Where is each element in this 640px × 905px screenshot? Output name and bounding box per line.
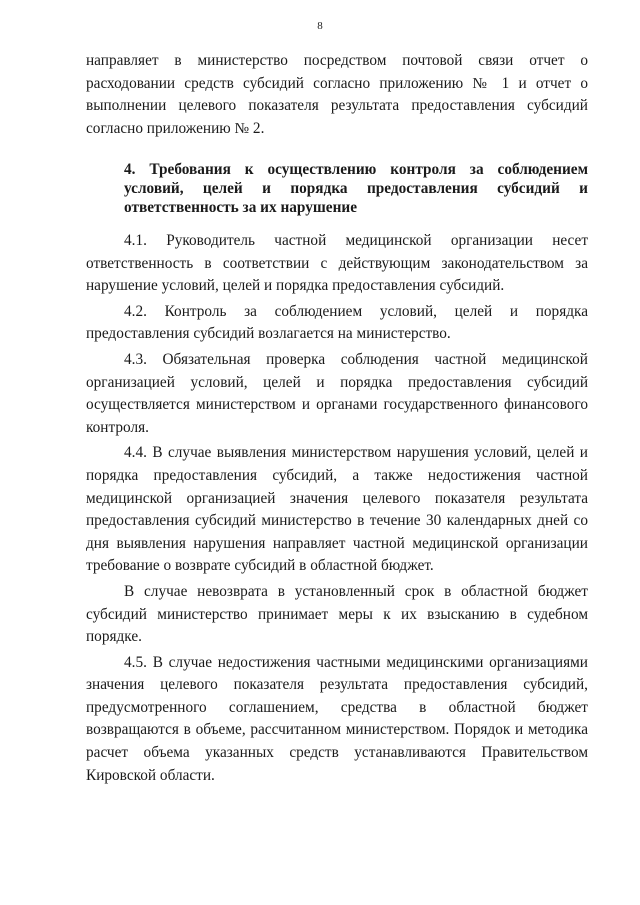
paragraph-4-2: 4.2. Контроль за соблюдением условий, целей и порядка предоставления субсидий возлагается на министерство. [86,302,588,343]
paragraph-4-3: 4.3. Обязательная проверка соблюдения частной медицинской организацией условий, целей и порядка предоставления субсидий осуществляется министерством и органами государственного финансового контроля. [86,350,588,436]
section-body [86,230,588,787]
paragraph-4-1: 4.1. Руководитель частной медицинской организации несет ответственность в соответствии с действующим законодательством за нарушение условий, целей и порядка предоставления субсидий. [86,232,588,295]
section-heading: 4. Требования к осуществлению контроля за соблюдением условий, целей и порядка предоставления субсидий и ответственность за их нарушение [124,161,588,216]
page-number: 8 [317,20,323,32]
paragraph-4-5: 4.5. В случае недостижения частными медицинскими организациями значения целевого показателя результата предоставления субсидий, предусмотренного соглашением, средства в областной бюджет возвращаются в объеме, рассчитанном министерством. Порядок и методика расчет объема указанных средств устанавливаются Правительством Кировской области. [86,653,588,784]
paragraph-4-4-continued: В случае невозврата в установленный срок в областной бюджет субсидий министерство принимает меры к их взысканию в судебном порядке. [86,582,588,646]
intro-paragraph-block [86,50,588,140]
intro-paragraph: направляет в министерство посредством почтовой связи отчет о расходовании средств субсидий согласно приложению № 1 и отчет о выполнении целевого показателя результата предоставления субсидий согласно приложению № 2. [86,52,588,137]
paragraph-4-4: 4.4. В случае выявления министерством нарушения условий, целей и порядка предоставления субсидий, а также недостижения частной медицинской организацией значения целевого показателя результата предоставления субсидий министерство в течение 30 календарных дней со дня выявления нарушения направляет частной медицинской организации требование о возврате субсидий в областной бюджет. [86,444,588,575]
